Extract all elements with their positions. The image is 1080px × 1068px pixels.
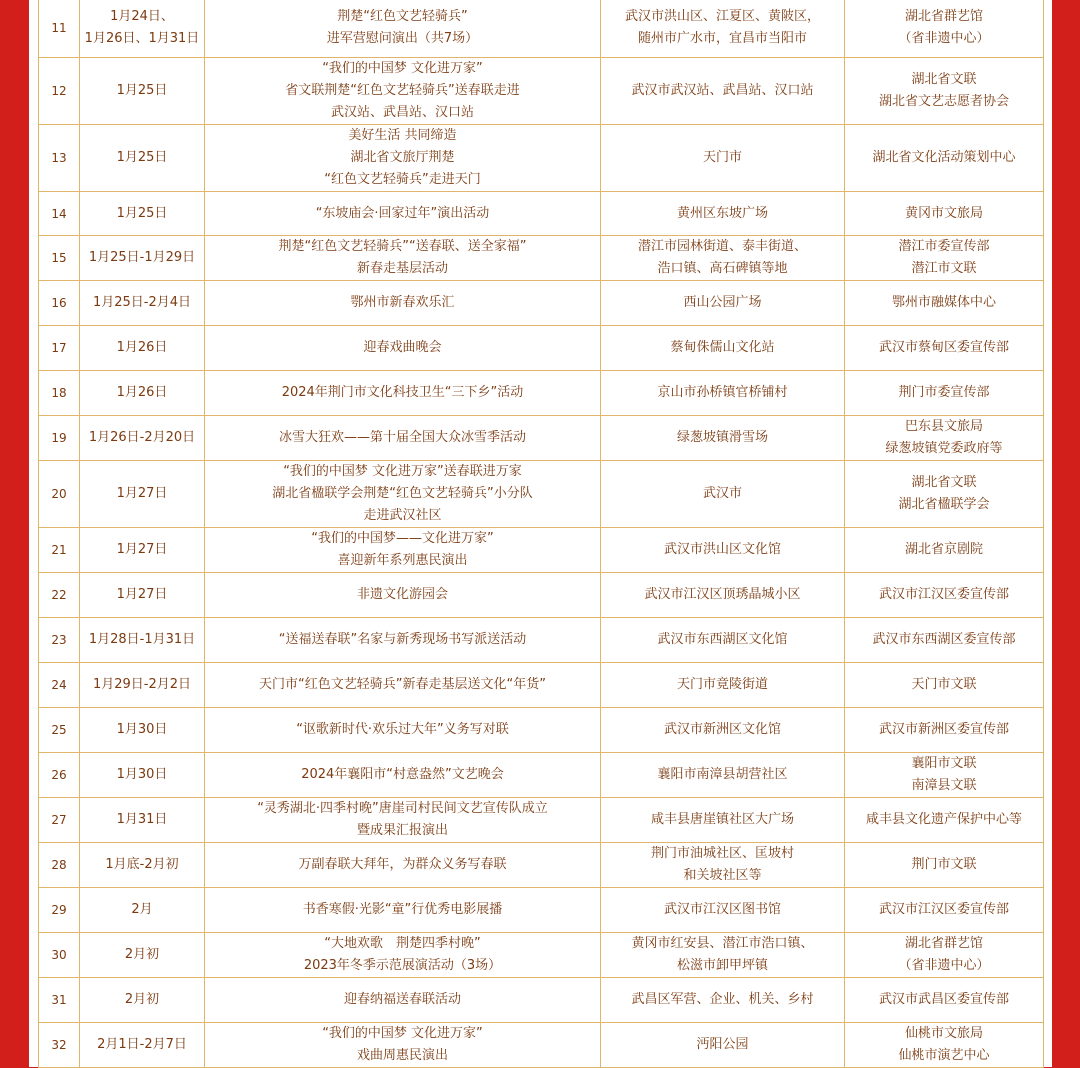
row-number-cell: 22 [39, 573, 80, 618]
row-number-cell: 18 [39, 371, 80, 416]
row-date-cell: 1月26日-2月20日 [80, 416, 205, 461]
table-row [39, 58, 1044, 125]
row-organizer-cell: 潜江市委宣传部 潜江市文联 [845, 236, 1044, 281]
row-event-cell: “送福送春联”名家与新秀现场书写派送活动 [205, 618, 601, 663]
row-event-cell: 美好生活 共同缔造 湖北省文旅厅荆楚 “红色文艺轻骑兵”走进天门 [205, 125, 601, 192]
events-table-body [39, 0, 1044, 1068]
row-organizer-cell: 咸丰县文化遗产保护中心等 [845, 798, 1044, 843]
row-number-cell: 28 [39, 843, 80, 888]
row-event-cell: “东坡庙会·回家过年”演出活动 [205, 192, 601, 236]
row-number-cell: 26 [39, 753, 80, 798]
row-date-cell: 1月31日 [80, 798, 205, 843]
table-row [39, 326, 1044, 371]
row-date-cell: 1月27日 [80, 573, 205, 618]
row-date-cell: 2月初 [80, 933, 205, 978]
row-organizer-cell: 湖北省文联 湖北省楹联学会 [845, 461, 1044, 528]
row-number-cell: 24 [39, 663, 80, 708]
row-number-cell: 21 [39, 528, 80, 573]
row-organizer-cell: 荆门市文联 [845, 843, 1044, 888]
row-location-cell: 黄冈市红安县、潜江市浩口镇、 松滋市卸甲坪镇 [601, 933, 845, 978]
row-event-cell: “我们的中国梦 文化进万家”送春联进万家 湖北省楹联学会荆楚“红色文艺轻骑兵”小分队 走进武汉社区 [205, 461, 601, 528]
row-location-cell: 荆门市油城社区、匡坡村 和关坡社区等 [601, 843, 845, 888]
row-organizer-cell: 湖北省文化活动策划中心 [845, 125, 1044, 192]
row-date-cell: 1月24日、 1月26日、1月31日 [80, 0, 205, 58]
row-organizer-cell: 襄阳市文联 南漳县文联 [845, 753, 1044, 798]
row-event-cell: “我们的中国梦——文化进万家” 喜迎新年系列惠民演出 [205, 528, 601, 573]
row-location-cell: 武昌区军营、企业、机关、乡村 [601, 978, 845, 1023]
row-organizer-cell: 武汉市新洲区委宣传部 [845, 708, 1044, 753]
row-location-cell: 西山公园广场 [601, 281, 845, 326]
row-location-cell: 武汉市江汉区图书馆 [601, 888, 845, 933]
table-row [39, 798, 1044, 843]
row-location-cell: 黄州区东坡广场 [601, 192, 845, 236]
row-organizer-cell: 武汉市江汉区委宣传部 [845, 888, 1044, 933]
table-row [39, 708, 1044, 753]
row-organizer-cell: 武汉市武昌区委宣传部 [845, 978, 1044, 1023]
row-event-cell: 荆楚“红色文艺轻骑兵” 进军营慰问演出（共7场） [205, 0, 601, 58]
row-location-cell: 武汉市洪山区、江夏区、黄陂区， 随州市广水市，宜昌市当阳市 [601, 0, 845, 58]
table-row [39, 933, 1044, 978]
row-event-cell: 天门市“红色文艺轻骑兵”新春走基层送文化“年货” [205, 663, 601, 708]
row-number-cell: 20 [39, 461, 80, 528]
events-table [38, 0, 1044, 1068]
row-date-cell: 1月底-2月初 [80, 843, 205, 888]
row-date-cell: 1月30日 [80, 708, 205, 753]
table-row [39, 0, 1044, 58]
row-event-cell: 荆楚“红色文艺轻骑兵”“送春联、送全家福” 新春走基层活动 [205, 236, 601, 281]
row-organizer-cell: 黄冈市文旅局 [845, 192, 1044, 236]
row-number-cell: 32 [39, 1023, 80, 1068]
row-location-cell: 襄阳市南漳县胡营社区 [601, 753, 845, 798]
row-organizer-cell: 仙桃市文旅局 仙桃市演艺中心 [845, 1023, 1044, 1068]
row-date-cell: 1月25日-2月4日 [80, 281, 205, 326]
table-row [39, 416, 1044, 461]
row-location-cell: 咸丰县唐崖镇社区大广场 [601, 798, 845, 843]
table-row [39, 125, 1044, 192]
row-location-cell: 武汉市东西湖区文化馆 [601, 618, 845, 663]
row-number-cell: 19 [39, 416, 80, 461]
table-row [39, 1023, 1044, 1068]
table-row [39, 281, 1044, 326]
row-event-cell: 2024年荆门市文化科技卫生“三下乡”活动 [205, 371, 601, 416]
row-date-cell: 1月25日 [80, 192, 205, 236]
row-organizer-cell: 鄂州市融媒体中心 [845, 281, 1044, 326]
row-number-cell: 29 [39, 888, 80, 933]
row-event-cell: “大地欢歌 荆楚四季村晚” 2023年冬季示范展演活动（3场） [205, 933, 601, 978]
row-date-cell: 1月29日-2月2日 [80, 663, 205, 708]
row-organizer-cell: 湖北省文联 湖北省文艺志愿者协会 [845, 58, 1044, 125]
row-location-cell: 潜江市园林街道、泰丰街道、 浩口镇、高石碑镇等地 [601, 236, 845, 281]
row-date-cell: 2月 [80, 888, 205, 933]
row-organizer-cell: 湖北省群艺馆 （省非遗中心） [845, 933, 1044, 978]
table-row [39, 236, 1044, 281]
table-row [39, 573, 1044, 618]
table-row [39, 618, 1044, 663]
row-date-cell: 1月27日 [80, 528, 205, 573]
row-date-cell: 2月1日-2月7日 [80, 1023, 205, 1068]
table-row [39, 843, 1044, 888]
row-date-cell: 1月25日-1月29日 [80, 236, 205, 281]
row-date-cell: 1月27日 [80, 461, 205, 528]
row-location-cell: 武汉市江汉区顶琇晶城小区 [601, 573, 845, 618]
row-event-cell: 迎春纳福送春联活动 [205, 978, 601, 1023]
row-number-cell: 17 [39, 326, 80, 371]
table-row [39, 888, 1044, 933]
table-row [39, 371, 1044, 416]
row-organizer-cell: 湖北省京剧院 [845, 528, 1044, 573]
row-event-cell: 非遗文化游园会 [205, 573, 601, 618]
row-number-cell: 30 [39, 933, 80, 978]
row-date-cell: 1月30日 [80, 753, 205, 798]
row-event-cell: 2024年襄阳市“村意盎然”文艺晚会 [205, 753, 601, 798]
row-event-cell: 冰雪大狂欢——第十届全国大众冰雪季活动 [205, 416, 601, 461]
table-row [39, 461, 1044, 528]
row-organizer-cell: 巴东县文旅局 绿葱坡镇党委政府等 [845, 416, 1044, 461]
row-organizer-cell: 武汉市江汉区委宣传部 [845, 573, 1044, 618]
row-number-cell: 23 [39, 618, 80, 663]
row-event-cell: 万副春联大拜年，为群众义务写春联 [205, 843, 601, 888]
row-event-cell: 鄂州市新春欢乐汇 [205, 281, 601, 326]
row-location-cell: 蔡甸侏儒山文化站 [601, 326, 845, 371]
row-location-cell: 沔阳公园 [601, 1023, 845, 1068]
row-number-cell: 31 [39, 978, 80, 1023]
table-row [39, 753, 1044, 798]
row-number-cell: 11 [39, 0, 80, 58]
row-location-cell: 天门市竟陵街道 [601, 663, 845, 708]
row-organizer-cell: 天门市文联 [845, 663, 1044, 708]
row-event-cell: “我们的中国梦 文化进万家” 省文联荆楚“红色文艺轻骑兵”送春联走进 武汉站、武昌站、汉口站 [205, 58, 601, 125]
table-row [39, 978, 1044, 1023]
row-location-cell: 武汉市新洲区文化馆 [601, 708, 845, 753]
row-date-cell: 1月25日 [80, 58, 205, 125]
row-event-cell: 迎春戏曲晚会 [205, 326, 601, 371]
row-event-cell: 书香寒假·光影“童”行优秀电影展播 [205, 888, 601, 933]
row-date-cell: 1月28日-1月31日 [80, 618, 205, 663]
row-date-cell: 2月初 [80, 978, 205, 1023]
row-location-cell: 武汉市洪山区文化馆 [601, 528, 845, 573]
row-organizer-cell: 湖北省群艺馆 （省非遗中心） [845, 0, 1044, 58]
row-date-cell: 1月26日 [80, 371, 205, 416]
row-event-cell: “讴歌新时代·欢乐过大年”义务写对联 [205, 708, 601, 753]
row-number-cell: 27 [39, 798, 80, 843]
row-event-cell: “灵秀湖北·四季村晚”唐崖司村民间文艺宣传队成立 暨成果汇报演出 [205, 798, 601, 843]
row-number-cell: 16 [39, 281, 80, 326]
row-number-cell: 15 [39, 236, 80, 281]
row-organizer-cell: 武汉市蔡甸区委宣传部 [845, 326, 1044, 371]
row-organizer-cell: 武汉市东西湖区委宣传部 [845, 618, 1044, 663]
table-row [39, 663, 1044, 708]
row-event-cell: “我们的中国梦 文化进万家” 戏曲周惠民演出 [205, 1023, 601, 1068]
row-location-cell: 天门市 [601, 125, 845, 192]
row-number-cell: 12 [39, 58, 80, 125]
row-organizer-cell: 荆门市委宣传部 [845, 371, 1044, 416]
row-location-cell: 绿葱坡镇滑雪场 [601, 416, 845, 461]
row-number-cell: 25 [39, 708, 80, 753]
row-location-cell: 武汉市武汉站、武昌站、汉口站 [601, 58, 845, 125]
row-date-cell: 1月25日 [80, 125, 205, 192]
table-row [39, 192, 1044, 236]
row-number-cell: 13 [39, 125, 80, 192]
row-location-cell: 武汉市 [601, 461, 845, 528]
table-row [39, 528, 1044, 573]
row-date-cell: 1月26日 [80, 326, 205, 371]
row-location-cell: 京山市孙桥镇官桥铺村 [601, 371, 845, 416]
row-number-cell: 14 [39, 192, 80, 236]
